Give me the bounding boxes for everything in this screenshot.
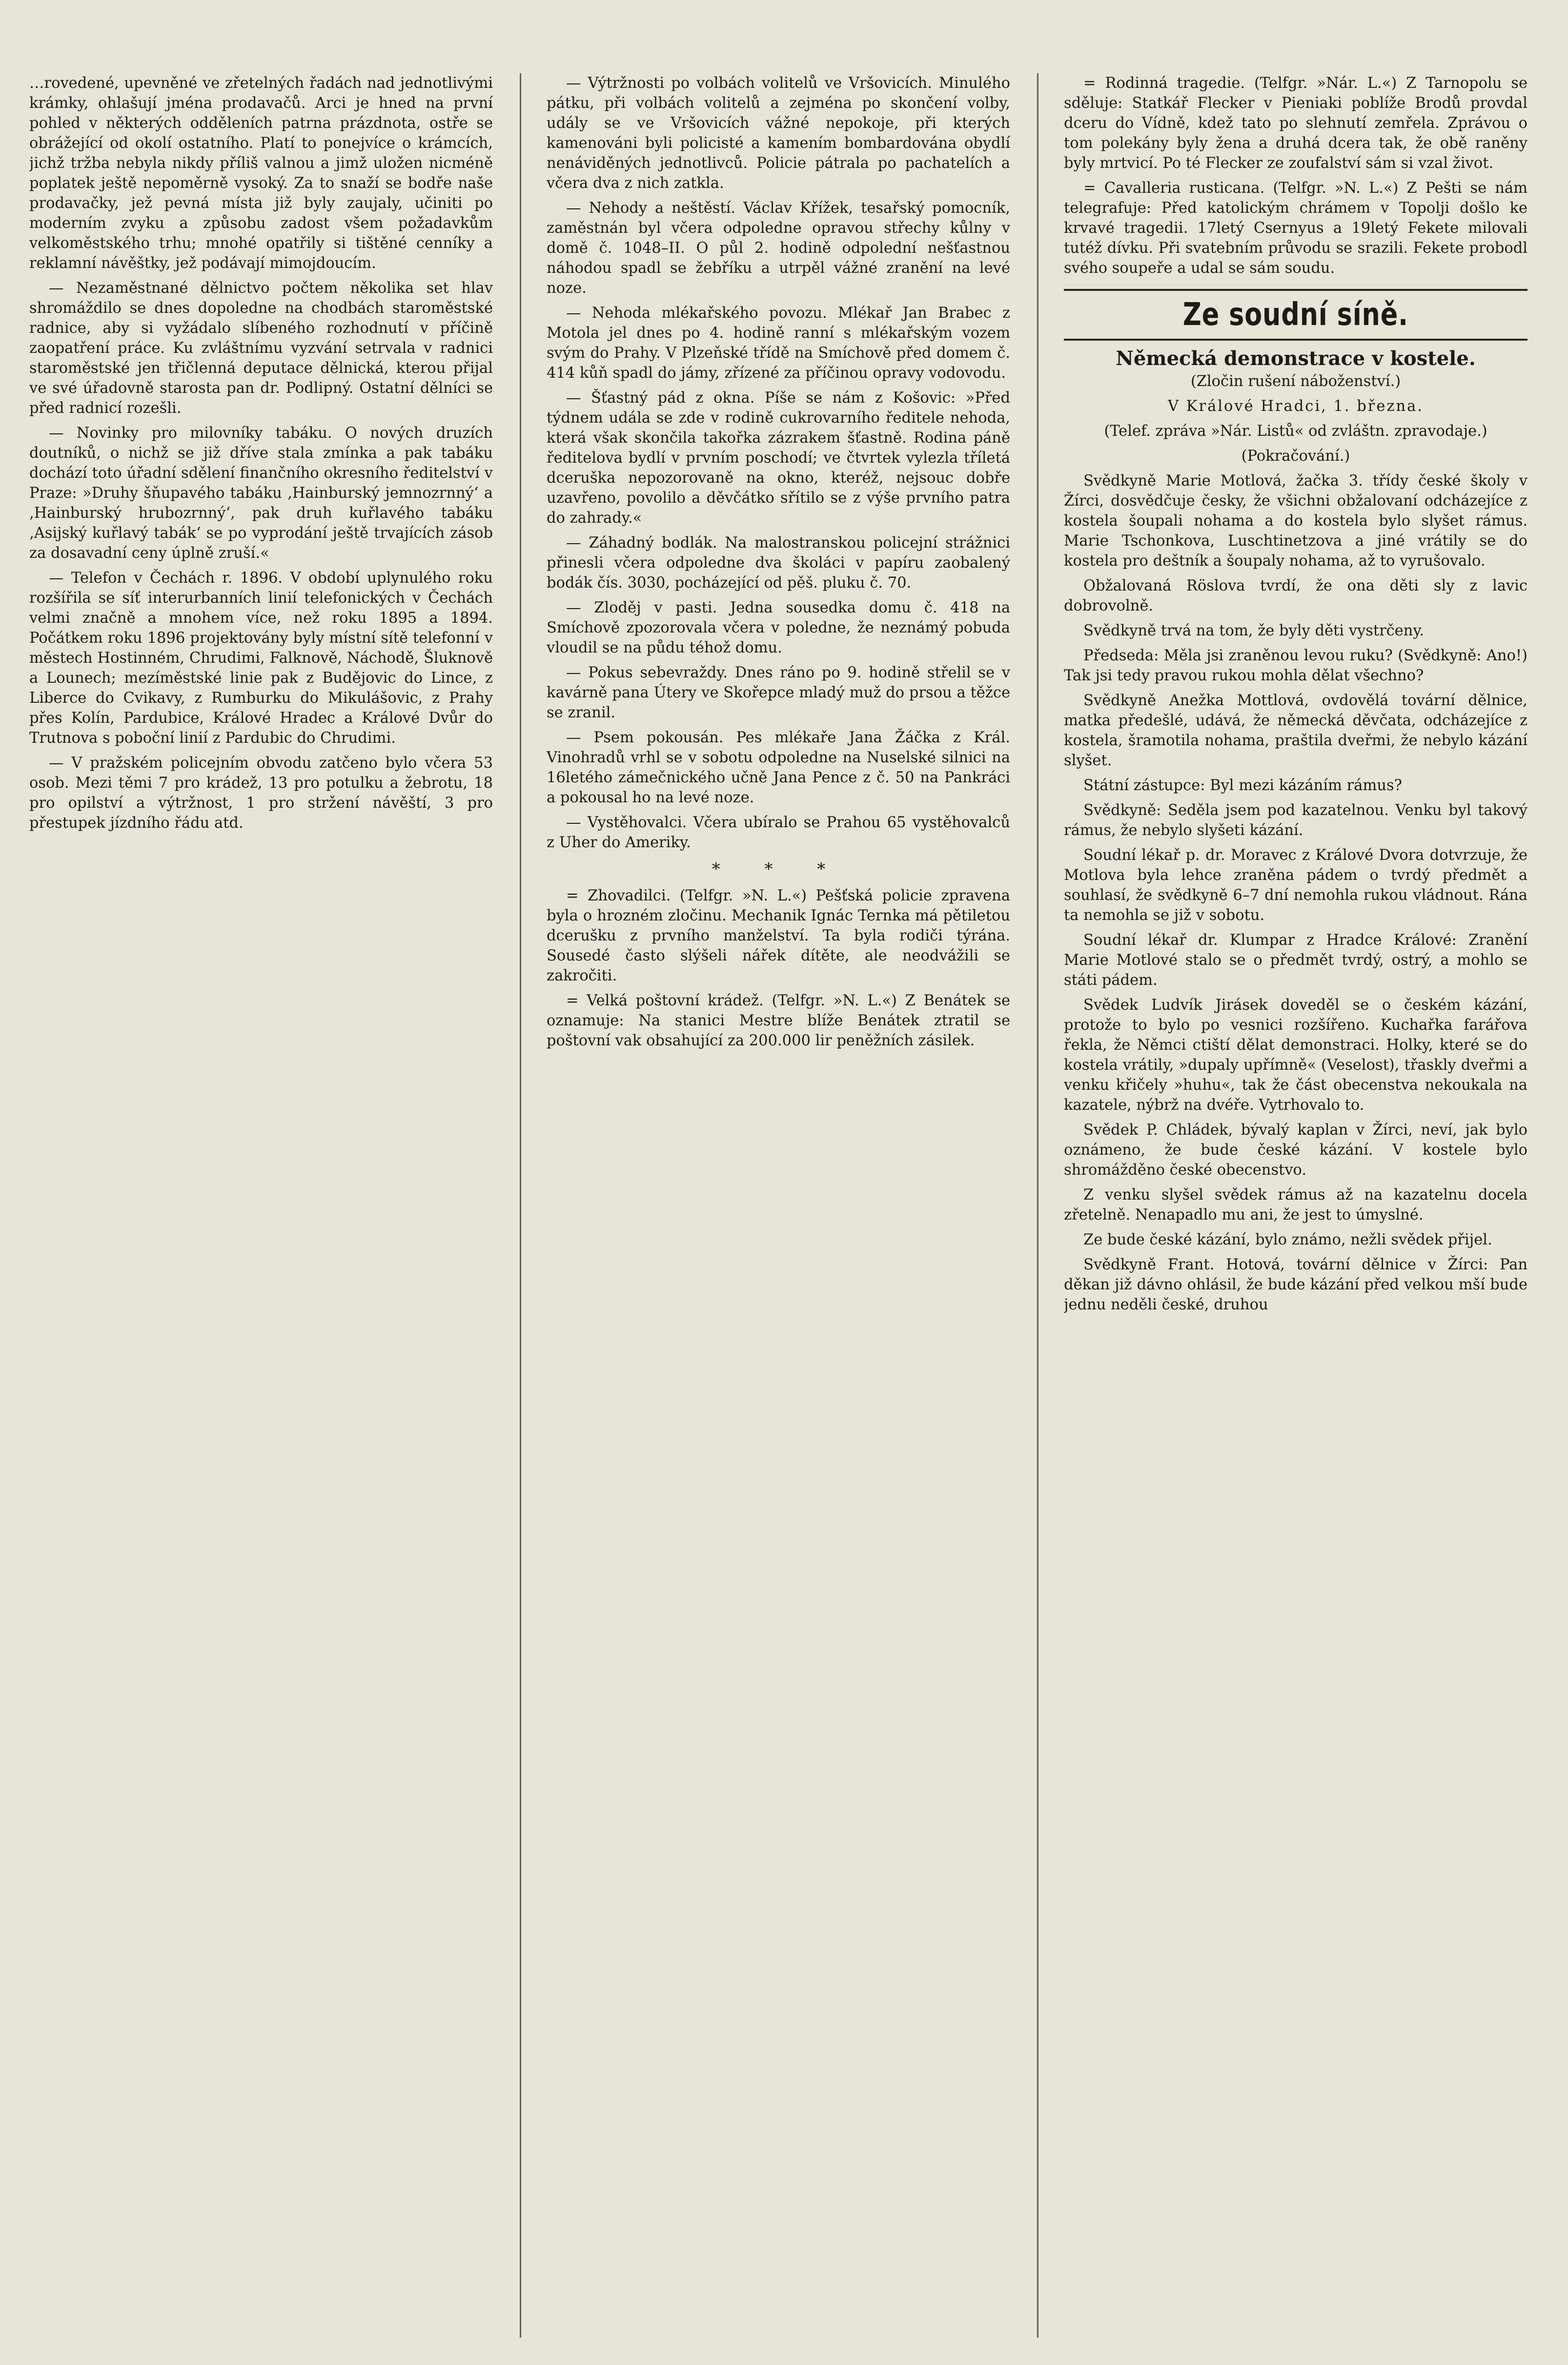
court-paragraph: Předseda: Měla jsi zraněnou levou ruku? (Svědkyně: Ano!) Tak jsi tedy pravou rukou mohla dělat všechno? (1064, 647, 1527, 684)
newspaper-page (29, 73, 1537, 2343)
court-paragraph: Svědkyně: Seděla jsem pod kazatelnou. Venku byl takový rámus, že nebylo slyšeti kázání. (1064, 802, 1527, 839)
article-telephone: — Telefon v Čechách r. 1896. V období uplynulého roku rozšířila se síť interurbanních linií telefonických v Čechách velmi značně a mnohem více, než roku 1895 a 1894. Počátkem roku 1896 projektovány byly místní sítě telefonní v městech Hostinném, Chrudimi, Falknově, Náchodě, Šluknově a Lounech; mezíměstské linie pak z Budějovic do Lince, z Liberce do Cvikavy, z Rumburku do Mikulášovic, z Prahy přes Kolín, Pardubice, Králové Hradec a Králové Dvůr do Trutnova s poboční linií z Pardubic do Chrudimi. (29, 570, 493, 747)
article-family-tragedy: = Rodinná tragedie. (Telfgr. »Nár. L.«) Z Tarnopolu se sděluje: Statkář Flecker v Pieniaki poblíže Brodů provdal dceru do Vídně, kdež tato po slehnutí zemřela. Zprávou o tom polekány byly žena a druhá dcera tak, že obě raněny byly mrtvicí. Po té Flecker ze zoufalství sám si vzal život. (1064, 75, 1527, 172)
court-paragraph: Z venku slyšel svědek rámus až na kazatelnu docela zřetelně. Nenapadlo mu ani, že jest to úmyslné. (1064, 1186, 1527, 1223)
court-paragraph: Svědkyně trvá na tom, že byly děti vystrčeny. (1083, 622, 1425, 639)
court-paragraph: Obžalovaná Röslova tvrdí, že ona děti sly z lavic dobrovolně. (1064, 577, 1527, 614)
court-continued: (Pokračování.) (1241, 448, 1350, 465)
article-police-district: — V pražském policejním obvodu zatčeno bylo včera 53 osob. Mezi těmi 7 pro krádež, 13 pro potulku a žebrotu, 18 pro opilství a výtržnost, 1 pro stržení návěští, 3 pro přestupek jízdního řádu atd. (29, 754, 493, 832)
court-source: (Telef. zpráva »Nár. Listů« od zvláštn. zpravodaje.) (1104, 423, 1487, 440)
column-3 (1064, 73, 1527, 2338)
court-paragraph: Svědkyně Marie Motlová, žačka 3. třídy české školy v Žírci, dosvědčuje česky, že všichni obžalovaní odcházejíce z kostela šoupali nohama a do kostela bylo slyšet rámus. Marie Tschonkova, Luschtinetzova a jiné vrátily se do kostela pro deštník a šoupaly nohama, až to vyrušovalo. (1064, 472, 1527, 570)
column-1 (29, 73, 493, 2338)
article-bayonet: — Záhadný bodlák. Na malostranskou policejní strážnici přinesli včera odpoledne dva školáci v papíru zaobalený bodák čís. 3030, pocházející od pěš. pluku č. 70. (547, 534, 1010, 591)
article-accidents: — Nehody a neštěstí. Václav Křížek, tesařský pomocník, zaměstnán byl včera odpoledne opravou střechy kůlny v domě č. 1048–II. O půl 2. hodině odpolední nešťastnou náhodou spadl se žebříku a utrpěl vážné zranění na levé noze. (547, 200, 1010, 297)
court-paragraph: Svědkyně Anežka Mottlová, ovdovělá tovární dělnice, matka předešlé, udává, že německá děvčata, odcházejíce z kostela, šramotila nohama, praštila dveřmi, že nebylo kázání slyšet. (1064, 692, 1527, 769)
article-cavalleria: = Cavalleria rusticana. (Telfgr. »N. L.«) Z Pešti se nám telegrafuje: Před katolickým chrámem v Topolji došlo ke krvavé tragedii. 17letý Csernyus a 19letý Fekete milovali tutéž dívku. Při svatebním průvodu se srazili. Fekete probodl svého soupeře a udal se sám soudu. (1064, 180, 1527, 277)
column-rule-2 (1037, 73, 1039, 2338)
court-paragraph: Svědkyně Frant. Hotová, tovární dělnice v Žírci: Pan děkan již dávno ohlásil, že bude kázání před velkou mší bude jednu neděli české, druhou (1064, 1256, 1527, 1313)
court-paragraph: Ze bude české kázání, bylo známo, nežli svědek přijel. (1083, 1231, 1492, 1248)
court-paragraph: Svědek P. Chládek, bývalý kaplan v Žírci, neví, jak bylo oznámeno, že bude české kázání. V kostele bylo shromážděno české obecenstvo. (1064, 1121, 1527, 1179)
article-suicide-attempt: — Pokus sebevraždy. Dnes ráno po 9. hodině střelil se v kavárně pana Útery ve Skořepce mladý muž do prsou a těžce se zranil. (547, 664, 1010, 721)
court-dateline: V Králové Hradci, 1. března. (1167, 398, 1424, 415)
court-paragraph: Soudní lékař p. dr. Moravec z Králové Dvora dotvrzuje, že Motlova byla lehce zraněna pádem o tvrdý předmět a souhlasí, že svědkyně 6–7 dní nemohla rukou vládnout. Rána ta nemohla se již v sobotu. (1064, 847, 1527, 924)
column-rule-1 (520, 73, 521, 2338)
section-stars: * * * (712, 859, 845, 879)
article-dog-bite: — Psem pokousán. Pes mlékaře Jana Žáčka z Král. Vinohradů vrhl se v sobotu odpoledne na Nuselské silnici na 16letého zámečnického učně Jana Pence z č. 50 na Pankráci a pokousal ho na levé noze. (547, 729, 1010, 806)
court-section-title: Ze soudní síně. (1182, 297, 1409, 333)
court-subtitle: (Zločin rušení náboženství.) (1190, 373, 1401, 390)
court-article-title: Německá demonstrace v kostele. (1116, 347, 1476, 370)
court-paragraph: Soudní lékař dr. Klumpar z Hradce Králové: Zranění Marie Motlové stalo se o předmět tvrdý, ostrý, a mohlo se státi pádem. (1064, 932, 1527, 989)
article-vrsovice: — Výtržnosti po volbách volitelů ve Vršovicích. Minulého pátku, při volbách volitelů a zejména po skončení volby, udály se ve Vršovicích vážné nepokoje, při kterých kamenováni byli policisté a kamením bombardována obydlí nenáviděných jednotlivců. Policie pátrala po pachatelích a včera dva z nich zatkla. (547, 75, 1010, 192)
article-unemployed: — Nezaměstnané dělnictvo počtem několika set hlav shromáždilo se dnes dopoledne na chodbách staroměstské radnice, aby si vyžádalo slíbeného rozhodnutí v příčině zaopatření práce. Ku zvláštnímu vyzvání setrvala v radnici staroměstské jen třičlenná deputace dělnická, kterou přijal ve své úřadovně starosta pan dr. Podlipný. Ostatní dělníci se před radnicí rozešli. (29, 280, 493, 417)
court-paragraph: Svědek Ludvík Jirásek doveděl se o českém kázání, protože to bylo po vesnici rozšířeno. Kuchařka farářova řekla, že Němci ctiští dělat demonstraci. Holky, které se do kostela vrátily, »dupaly upřímně« (Veselost), třaskly dveřmi a venku křičely »huhu«, tak že část obecenstva nekoukala na kazatele, nýbrž na dvéře. Vytrhovalo to. (1064, 997, 1527, 1114)
article-market: …rovedené, upevněné ve zřetelných řadách nad jednotlivými krámky, ohlašují jména prodavačů. Arci je hned na první pohled v některých odděleních patrna prázdnota, ostře se obrážející od okolí ostatního. Platí to ponejvíce o krámcích, jichž tržba nebyla nikdy příliš valnou a jimž uložen nicméně poplatek ještě nepoměrně vysoký. Za to snaží se bodře naše prodavačky, jež pevná místa již byly zaujaly, učiniti po moderním zvyku a způsobu zadost všem požadavkům velkoměstského trhu; mnohé opatřily si tištěné cenníky a reklamní návěštky, jež podávají mimojdoucím. (29, 75, 493, 272)
article-tobacco: — Novinky pro milovníky tabáku. O nových druzích doutníků, o nichž se již dříve stala zmínka a pak tabáku dochází toto úřadní sdělení finančního okresního ředitelství v Praze: »Druhy šňupavého tabáku ‚Hainburský jemnozrnný‘ a ‚Hainburský hrubozrnný‘, pak druh kuřlavého tabáku ‚Asijský kuřlavý tabák‘ se po vyprodání ještě trvajících zásob za dosavadní ceny úplně zruší.« (29, 425, 493, 562)
article-emigrants: — Vystěhovalci. Včera ubíralo se Prahou 65 vystěhovalců z Uher do Ameriky. (547, 814, 1010, 851)
article-thief: — Zloděj v pasti. Jedna sousedka domu č. 418 na Smíchově zpozorovala včera v poledne, že neznámý pobuda vloudil se na půdu téhož domu. (547, 599, 1010, 656)
article-postal-theft: = Velká poštovní krádež. (Telfgr. »N. L.«) Z Benátek se oznamuje: Na stanici Mestre blíže Benátek ztratil se poštovní vak obsahující za 200.000 lir peněžních zásilek. (547, 992, 1010, 1049)
court-section-header (1064, 289, 1527, 341)
article-milk-cart: — Nehoda mlékařského povozu. Mlékař Jan Brabec z Motola jel dnes po 4. hodině ranní s mlékařským vozem svým do Prahy. V Plzeňské třídě na Smíchově před domem č. 414 kůň spadl do jámy, zřízené za příčinou opravy vodovodu. (547, 305, 1010, 382)
article-window-fall: — Šťastný pád z okna. Píše se nám z Košovic: »Před týdnem udála se zde v rodině cukrovarního ředitele nehoda, která však skončila takořka zázrakem šťastně. Rodina páně ředitelova bydlí v prvním poschodí; ve čtvrtek vylezla tříletá dceruška nepozorovaně na okno, kteréž, nejsouc dobře uzavřeno, povolilo a děvčátko sřítilo se z výše prvního patra do zahrady.« (547, 389, 1010, 527)
article-beasts: = Zhovadilci. (Telfgr. »N. L.«) Pešťská policie zpravena byla o hrozném zločinu. Mechanik Ignác Ternka má pětiletou dcerušku z prvního manželství. Ta byla rodiči týrána. Sousedé často slýšeli nářek dítěte, ale neodvážili se zakročiti. (547, 887, 1010, 984)
column-2 (547, 73, 1010, 2338)
court-paragraph: Státní zástupce: Byl mezi kázáním rámus? (1083, 777, 1402, 794)
